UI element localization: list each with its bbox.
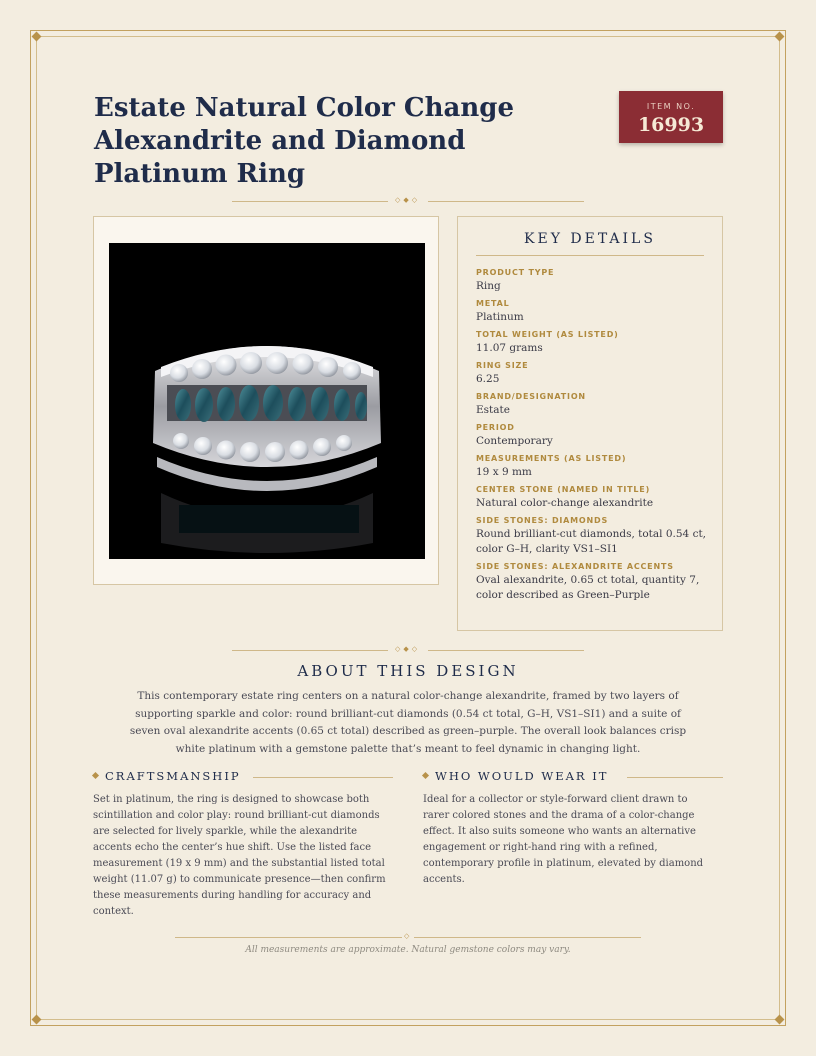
ring-image — [109, 243, 425, 559]
divider-line — [627, 777, 723, 778]
diamond-bullet-icon — [92, 772, 99, 779]
key-details-heading: KEY DETAILS — [524, 231, 656, 247]
product-photo — [109, 243, 425, 559]
craftsmanship-heading — [93, 769, 241, 783]
product-photo-card — [93, 216, 439, 585]
divider-line — [232, 201, 388, 202]
detail-label: BRAND/DESIGNATION — [476, 392, 586, 401]
divider-ornament-icon: ◇◆◇ — [395, 196, 421, 204]
divider-ornament-icon: ◇ — [404, 932, 413, 940]
item-number-badge — [619, 91, 723, 143]
detail-value: Ring — [476, 280, 501, 292]
who-would-wear-heading — [423, 769, 608, 783]
who-would-wear-text: Ideal for a collector or style-forward client drawn to rarer colored stones and the drama of a color-change effect. It also suits someone who wants an alternative engagement or right-hand ring with a refined, contemporary profile in platinum, elevated by diamond accents. — [423, 794, 704, 885]
diamond-bullet-icon — [422, 772, 429, 779]
detail-label: TOTAL WEIGHT (AS LISTED) — [476, 330, 619, 339]
detail-value: Oval alexandrite, 0.65 ct total, quantity 7, color described as Green–Purple — [476, 574, 700, 601]
who-would-wear-heading-text: WHO WOULD WEAR IT — [435, 769, 609, 783]
detail-label: PRODUCT TYPE — [476, 268, 555, 277]
divider-line — [428, 650, 584, 651]
divider-line — [253, 777, 393, 778]
detail-label: RING SIZE — [476, 361, 529, 370]
detail-value: 19 x 9 mm — [476, 466, 532, 478]
detail-value: Natural color-change alexandrite — [476, 497, 654, 509]
item-number-value: 16993 — [637, 114, 705, 136]
detail-label: MEASUREMENTS (AS LISTED) — [476, 454, 627, 463]
detail-value: Contemporary — [476, 435, 553, 447]
page-title: Estate Natural Color Change Alexandrite and Diamond Platinum Ring — [94, 93, 514, 189]
key-details-list — [476, 263, 706, 603]
footer-note: All measurements are approximate. Natural gemstone colors may vary. — [245, 945, 571, 955]
detail-value: Platinum — [476, 311, 524, 323]
craftsmanship-text: Set in platinum, the ring is designed to showcase both scintillation and color play: round brilliant-cut diamonds are selected for lively sparkle, while the alexandrite accents echo the center’s hue shift. Use the listed face measurement (19 x 9 mm) and the substantial listed total weight (11.07 g) to communicate presence—then confirm these measurements during handling for accuracy and context. — [93, 794, 386, 917]
key-details-card — [457, 216, 723, 631]
detail-label: METAL — [476, 299, 510, 308]
divider-line — [414, 937, 641, 938]
divider-line — [232, 650, 388, 651]
detail-label: SIDE STONES: DIAMONDS — [476, 516, 609, 525]
item-number-label: ITEM NO. — [646, 102, 696, 111]
detail-label: SIDE STONES: ALEXANDRITE ACCENTS — [476, 562, 674, 571]
detail-value: Estate — [476, 404, 510, 416]
about-heading: ABOUT THIS DESIGN — [297, 662, 519, 680]
divider-ornament-icon: ◇◆◇ — [395, 645, 421, 653]
detail-value: Round brilliant-cut diamonds, total 0.54 ct, color G–H, clarity VS1–SI1 — [476, 528, 707, 555]
divider-line — [428, 201, 584, 202]
detail-value: 6.25 — [476, 373, 500, 385]
detail-label: CENTER STONE (NAMED IN TITLE) — [476, 485, 651, 494]
craftsmanship-heading-text: CRAFTSMANSHIP — [105, 769, 241, 783]
divider-line — [175, 937, 402, 938]
detail-label: PERIOD — [476, 423, 515, 432]
detail-value: 11.07 grams — [476, 342, 543, 354]
about-text: This contemporary estate ring centers on a natural color-change alexandrite, framed by two layers of supporting sparkle and color: round brilliant-cut diamonds (0.54 ct total, G–H, VS1–SI1) and a suite of seven oval alexandrite accents (0.65 ct total) described as green–purple. The overall look balances crisp white platinum with a gemstone palette that’s meant to feel dynamic in changing light. — [129, 690, 687, 755]
key-details-rule — [476, 255, 704, 256]
